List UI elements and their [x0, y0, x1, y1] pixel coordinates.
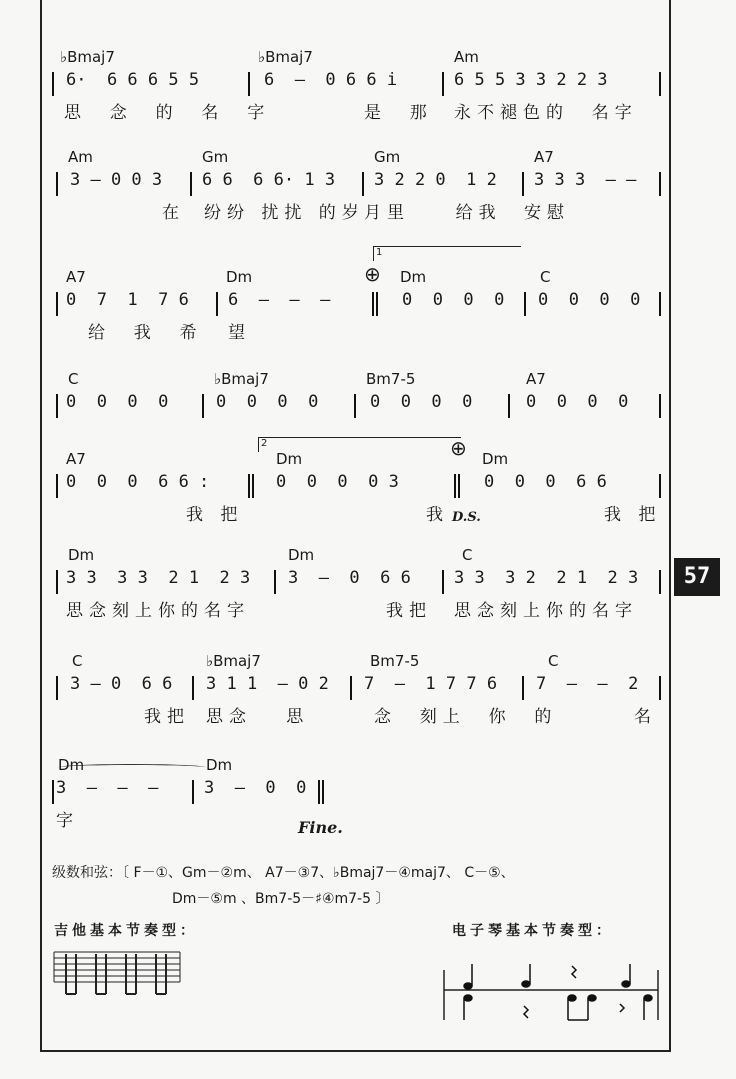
measure-notes: 0 7 1 7 6: [66, 290, 189, 310]
final-barline: [318, 780, 320, 804]
barline: [192, 780, 194, 804]
legend-line-2: Dm－⑤m 、Bm7-5－♯④m7-5 〕: [172, 891, 390, 907]
ds-marking: D.S.: [452, 510, 481, 525]
barline: [56, 292, 58, 316]
measure-notes: 6· 6 6 6 5 5: [66, 70, 200, 90]
barline: [522, 172, 524, 196]
barline: [56, 676, 58, 700]
barline: [354, 394, 356, 418]
score-system-4: [44, 370, 669, 420]
lyric-text: 我把: [386, 601, 432, 621]
barline: [522, 676, 524, 700]
volta-bracket-1: 1: [373, 246, 521, 261]
score-system-6: [44, 546, 669, 622]
measure-notes: 3 2 2 0 1 2: [374, 170, 497, 190]
double-barline: [372, 292, 374, 316]
guitar-rhythm-tab: [52, 948, 182, 1000]
lyric-row: [44, 806, 669, 832]
keyboard-rhythm-title: 电子琴基本节奏型：: [452, 923, 614, 939]
chord-label: C: [540, 268, 551, 286]
coda-sign: ⊕: [364, 262, 381, 286]
barline: [508, 394, 510, 418]
barline: [659, 570, 661, 594]
page-bottom-border: [40, 1050, 671, 1052]
lyric-text: 我把: [144, 707, 190, 727]
chord-label: ♭Bmaj7: [206, 652, 261, 670]
barline: [659, 474, 661, 498]
measure-notes: 0 0 0 0: [66, 392, 169, 412]
chord-label: Dm: [400, 268, 427, 286]
barline: [274, 570, 276, 594]
chord-row: [44, 370, 669, 392]
chord-label: A7: [66, 268, 86, 286]
measure-notes: 6 – – –: [228, 290, 331, 310]
lyric-text: 安慰: [524, 203, 570, 223]
page-number-tab: 57: [674, 558, 720, 596]
measure-notes: 3 – 0 6 6: [288, 568, 411, 588]
measure-notes: 6 – 0 6 6 i: [264, 70, 398, 90]
legend-line-1: 级数和弦：〔 F－①、Gm－②m、 A7－③7、♭Bmaj7－④maj7、 C－⑤、: [52, 865, 515, 881]
score-system-2: [44, 148, 669, 224]
barline: [524, 292, 526, 316]
watermark-logo: [420, 880, 436, 915]
chord-row: [44, 450, 669, 472]
barline: [56, 172, 58, 196]
barline: [56, 474, 58, 498]
note-row: [44, 778, 669, 806]
chord-label: Dm: [68, 546, 95, 564]
lyric-text: 思念 思: [206, 707, 310, 727]
score-system-7: [44, 652, 669, 728]
note-row: [44, 70, 669, 98]
score-system-8: [44, 756, 669, 832]
double-barline: [454, 474, 456, 498]
chord-label: Am: [68, 148, 93, 166]
chord-label: Bm7-5: [370, 652, 420, 670]
lyric-text: 给 我 希: [88, 323, 203, 343]
lyric-text: 纷纷 扰扰 的岁: [204, 203, 365, 223]
chord-row: [44, 756, 669, 778]
lyric-row: [44, 500, 669, 526]
lyric-text: 字: [56, 811, 79, 831]
lyric-text: 是 那: [364, 103, 433, 123]
barline: [216, 292, 218, 316]
note-row: [44, 170, 669, 198]
measure-notes: 3 3 3 – –: [534, 170, 637, 190]
fine-marking: Fine.: [298, 818, 343, 837]
chord-label: ♭Bmaj7: [258, 48, 313, 66]
barline: [659, 292, 661, 316]
chord-label: Bm7-5: [366, 370, 416, 388]
measure-notes: 3 – 0 6 6: [70, 674, 173, 694]
measure-notes: 3 – 0 0: [204, 778, 307, 798]
lyric-row: [44, 98, 669, 124]
lyric-row: [44, 198, 669, 224]
lyric-text: 在: [162, 203, 185, 223]
note-row: [44, 674, 669, 702]
measure-notes: 0 0 0 0: [370, 392, 473, 412]
measure-notes: 0 0 0 0 3: [276, 472, 399, 492]
coda-sign: ⊕: [450, 436, 467, 460]
page-left-border: [40, 0, 42, 1052]
chord-degree-legend: [52, 860, 515, 912]
barline: [52, 780, 54, 804]
barline: [56, 394, 58, 418]
barline: [659, 394, 661, 418]
chord-label: C: [462, 546, 473, 564]
barline: [248, 72, 250, 96]
note-row: [44, 472, 669, 500]
measure-notes: 3 – – –: [56, 778, 159, 798]
measure-notes: 0 0 0 6 6: [484, 472, 607, 492]
measure-notes: 6 5 5 3 3 2 2 3: [454, 70, 608, 90]
keyboard-rhythm-staff: [440, 960, 662, 1030]
measure-notes: 7 – 1 7 7 6: [364, 674, 498, 694]
note-row: [44, 392, 669, 420]
lyric-text: 思念刻上你的名字: [66, 601, 250, 621]
lyric-text: 望: [228, 323, 251, 343]
chord-label: Am: [454, 48, 479, 66]
chord-label: ♭Bmaj7: [60, 48, 115, 66]
barline: [190, 172, 192, 196]
note-row: [44, 568, 669, 596]
chord-row: [44, 546, 669, 568]
barline: [202, 394, 204, 418]
measure-notes: 0 0 0 0: [402, 290, 505, 310]
lyric-text: 思 念 的 名 字: [64, 103, 271, 123]
chord-label: Dm: [482, 450, 509, 468]
chord-label: ♭Bmaj7: [214, 370, 269, 388]
chord-label: A7: [66, 450, 86, 468]
score-system-1: [44, 48, 669, 124]
lyric-text: 永不褪色的 名字: [454, 103, 638, 123]
chord-label: Gm: [202, 148, 229, 166]
note-row: [44, 290, 669, 318]
lyric-text: 月里 给我: [364, 203, 502, 223]
lyric-text: 思念刻上你的名字: [454, 601, 638, 621]
barline: [350, 676, 352, 700]
barline: [659, 676, 661, 700]
chord-label: Dm: [276, 450, 303, 468]
lyric-text: 名: [634, 707, 657, 727]
barline: [52, 72, 54, 96]
barline: [659, 172, 661, 196]
guitar-rhythm-title: 吉他基本节奏型：: [54, 923, 198, 939]
chord-label: Dm: [226, 268, 253, 286]
barline: [659, 72, 661, 96]
chord-label: Dm: [58, 756, 85, 774]
lyric-row: [44, 702, 669, 728]
chord-row: [44, 652, 669, 674]
measure-notes: 3 1 1 – 0 2: [206, 674, 329, 694]
measure-notes: 0 0 0 6 6 :: [66, 472, 210, 492]
chord-label: Gm: [374, 148, 401, 166]
measure-notes: 6 6 6 6· 1 3: [202, 170, 336, 190]
score-system-5: [44, 450, 669, 526]
measure-notes: 3 – 0 0 3: [70, 170, 163, 190]
measure-notes: 0 0 0 0: [526, 392, 629, 412]
chord-label: A7: [526, 370, 546, 388]
lyric-row: [44, 318, 669, 344]
measure-notes: 0 0 0 0: [216, 392, 319, 412]
chord-label: Dm: [206, 756, 233, 774]
repeat-barline: [248, 474, 250, 498]
lyric-text: 我 把: [604, 505, 662, 525]
chord-row: [44, 268, 669, 290]
chord-row: [44, 48, 669, 70]
measure-notes: 3 3 3 3 2 1 2 3: [66, 568, 251, 588]
chord-row: [44, 148, 669, 170]
measure-notes: 0 0 0 0: [538, 290, 641, 310]
lyric-text: 我: [426, 505, 449, 525]
chord-label: A7: [534, 148, 554, 166]
barline: [192, 676, 194, 700]
chord-label: C: [68, 370, 79, 388]
chord-label: C: [72, 652, 83, 670]
lyric-text: 念 刻上 你 的: [374, 707, 558, 727]
chord-label: C: [548, 652, 559, 670]
score-system-3: [44, 268, 669, 344]
barline: [362, 172, 364, 196]
measure-notes: 7 – – 2: [536, 674, 639, 694]
volta-bracket-2: 2: [258, 437, 461, 452]
page-right-border: [669, 0, 671, 1052]
barline: [442, 570, 444, 594]
lyric-text: 我 把: [186, 505, 244, 525]
barline: [56, 570, 58, 594]
barline: [442, 72, 444, 96]
lyric-row: [44, 596, 669, 622]
chord-label: Dm: [288, 546, 315, 564]
measure-notes: 3 3 3 2 2 1 2 3: [454, 568, 639, 588]
